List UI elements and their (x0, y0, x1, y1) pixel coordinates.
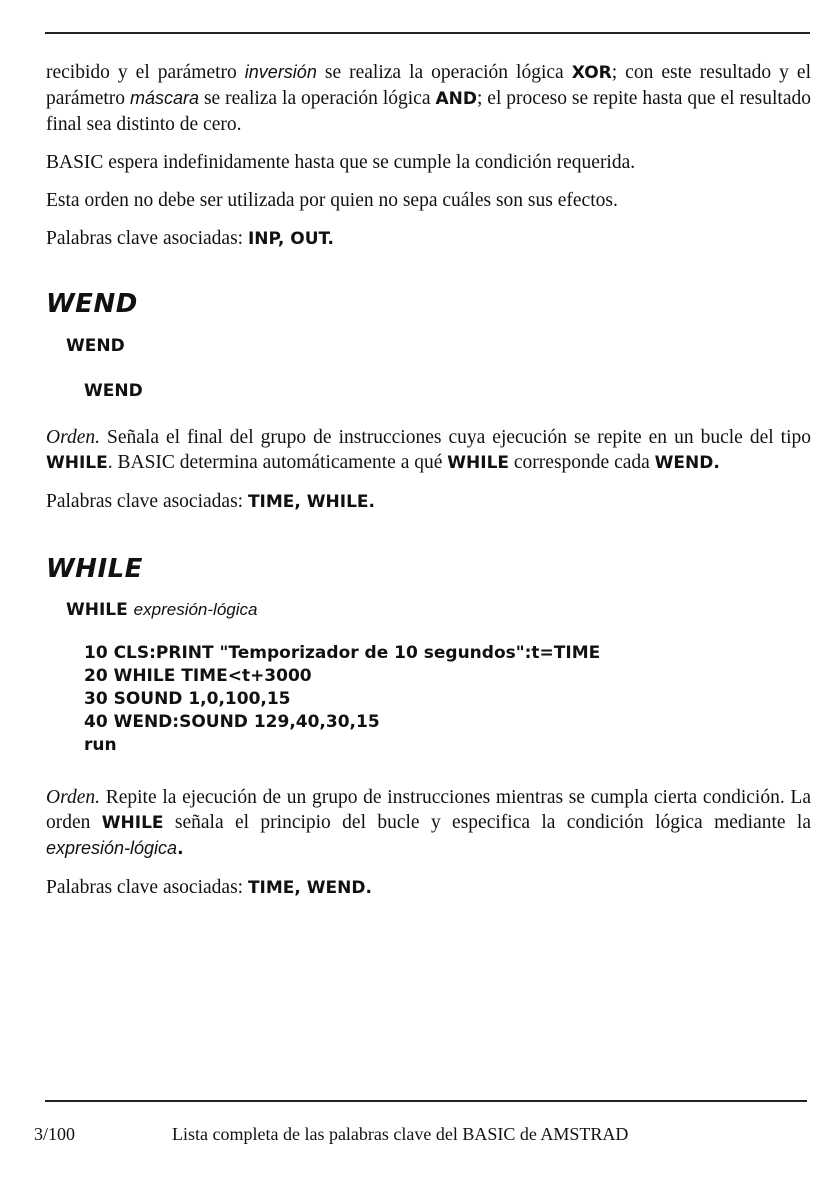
text: corresponde cada (509, 452, 655, 473)
keyword-inp: INP (247, 229, 278, 249)
code-line: 10 CLS:PRINT "Temporizador de 10 segundos":t=TIME (84, 643, 601, 663)
text: Repite la ejecución de un grupo de instrucciones mientras se cumpla cierta condición. La orden (46, 787, 811, 833)
page-content (46, 60, 811, 914)
text: ; el proceso se repite hasta que el resultado final sea distinto de cero. (46, 88, 811, 135)
syntax-argument: expresión-lógica (46, 838, 178, 858)
lead-orden: Orden. (46, 787, 100, 808)
wend-related-keywords (46, 489, 811, 515)
code-example (46, 642, 811, 757)
keyword-while: WHILE (306, 492, 369, 512)
text: se realiza la operación lógica (199, 88, 436, 109)
text: señala el principio del bucle y especifica la condición lógica mediante la (163, 812, 811, 833)
param-mascara: máscara (129, 88, 200, 108)
section-title-while: WHILE (46, 554, 143, 584)
text: recibido y el parámetro (46, 62, 245, 83)
text: Señala el final del grupo de instrucciones cuya ejecución se repite en un bucle del tipo (99, 427, 811, 448)
period: . (327, 229, 334, 249)
keyword-wend: WEND (306, 878, 366, 898)
code-line: 40 WEND:SOUND 129,40,30,15 (84, 712, 380, 732)
wend-example: WEND (84, 381, 143, 401)
period: . (713, 453, 720, 473)
intro-paragraph-3: Esta orden no debe ser utilizada por quien no sepa cuáles son sus efectos. (46, 190, 618, 211)
keyword-xor: XOR (571, 63, 612, 83)
top-rule (45, 32, 810, 34)
separator: , (294, 878, 307, 898)
code-line: 30 SOUND 1,0,100,15 (84, 689, 291, 709)
keyword-wend: WEND (654, 453, 714, 473)
keyword-and: AND (435, 89, 477, 109)
keyword-time: TIME (247, 492, 295, 512)
keyword-while: WHILE (66, 600, 128, 620)
lead-orden: Orden. (46, 427, 100, 448)
period: . (365, 878, 372, 898)
keyword-while: WHILE (101, 813, 164, 833)
wend-syntax: WEND (66, 336, 125, 356)
related-label: Palabras clave asociadas: (46, 228, 248, 249)
intro-related-keywords (46, 226, 811, 252)
keyword-time: TIME (247, 878, 295, 898)
keyword-while: WHILE (447, 453, 510, 473)
wend-description (46, 425, 811, 476)
period: . (177, 839, 184, 859)
keyword-out: OUT (290, 229, 328, 249)
footer-title: Lista completa de las palabras clave del BASIC de AMSTRAD (172, 1124, 629, 1144)
param-inversion: inversión (244, 62, 317, 82)
text: ; con este resultado y el parámetro (46, 62, 811, 109)
period: . (368, 492, 376, 512)
related-label: Palabras clave asociadas: (46, 491, 248, 512)
separator: , (277, 229, 291, 249)
page-number: 3/100 (34, 1124, 76, 1144)
text: . BASIC determina automáticamente a qué (107, 452, 448, 473)
code-line: 20 WHILE TIME<t+3000 (84, 666, 312, 686)
section-title-wend: WEND (46, 289, 138, 319)
while-description (46, 785, 811, 862)
keyword-while: WHILE (46, 453, 108, 473)
while-syntax (66, 600, 811, 620)
intro-paragraph-1 (46, 60, 811, 137)
separator: , (294, 492, 307, 512)
syntax-argument: expresión-lógica (133, 600, 258, 619)
intro-paragraph-2: BASIC espera indefinidamente hasta que se cumple la condición requerida. (46, 152, 636, 173)
while-related-keywords (46, 875, 811, 901)
text: se realiza la operación lógica (316, 62, 572, 83)
code-line: run (84, 735, 117, 755)
related-label: Palabras clave asociadas: (46, 877, 248, 898)
bottom-rule (45, 1100, 807, 1102)
